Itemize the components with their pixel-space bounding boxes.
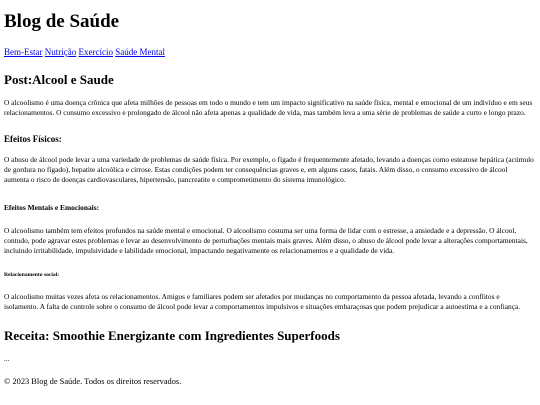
- nav-link-exercicio[interactable]: Exercício: [78, 47, 113, 57]
- section-text-fisicos: O abuso de álcool pode levar a uma variedade de problemas de saúde física. Por exemplo, o fígado é frequentemente afetado, levando a doenças como esteatose hepática (acúmulo de gordura no fígado), hepatite alcoólica e cirrose. Estas condições podem ter consequências graves e, em alguns casos, fatais. Além disso, o consumo excessivo de álcool aumenta o risco de doenças cardiovasculares, hipertensão, pancreatite e comprometimento do sistema imunológico.: [4, 155, 534, 185]
- footer-copyright: © 2023 Blog de Saúde. Todos os direitos reservados.: [4, 377, 182, 386]
- section-text-social: O alcoolismo muitas vezes afeta os relacionamentos. Amigos e familiares podem ser afetados por mudanças no comportamento da pessoa afetada, levando a conflitos e isolamento. A falta de controle sobre o consumo de álcool pode levar a comportamentos impulsivos e situações embaraçosas que podem prejudicar a autoestima e a confiança.: [4, 292, 521, 312]
- post-intro: O alcoolismo é uma doença crônica que afeta milhões de pessoas em todo o mundo e tem um impacto significativo na saúde física, mental e emocional de um indivíduo e em seus relacionamentos. O consumo excessivo e prolongado de álcool não afeta apenas a qualidade de vida, mas também leva a uma série de problemas de saúde a curto e longo prazo.: [4, 98, 533, 118]
- post-title: Post:Alcool e Saude: [4, 72, 114, 87]
- nav-link-saude-mental[interactable]: Saúde Mental: [115, 47, 165, 57]
- section-heading-mentais: Efeitos Mentais e Emocionais:: [4, 203, 100, 212]
- recipe-ellipsis: ...: [4, 355, 10, 363]
- nav-link-bem-estar[interactable]: Bem-Estar: [4, 47, 43, 57]
- recipe-title: Receita: Smoothie Energizante com Ingredientes Superfoods: [4, 328, 340, 343]
- section-text-mentais: O alcoolismo também tem efeitos profundos na saúde mental e emocional. O alcoolismo costuma ser uma forma de lidar com o estresse, a ansiedade e a depressão. O álcool, contudo, pode agravar estes problemas e levar ao desenvolvimento de perturbações mentais mais graves. Além disso, o abuso de álcool pode levar a alterações comportamentais, incluindo irritabilidade, impulsividade e labilidade emocional, impactando negativamente os relacionamentos e a qualidade de vida.: [4, 226, 528, 256]
- nav-link-nutricao[interactable]: Nutrição: [44, 47, 77, 57]
- main-nav: [4, 47, 165, 58]
- site-title: Blog de Saúde: [4, 11, 120, 32]
- section-heading-social: Relacionamento social:: [4, 272, 60, 278]
- section-heading-fisicos: Efeitos Físicos:: [4, 134, 62, 144]
